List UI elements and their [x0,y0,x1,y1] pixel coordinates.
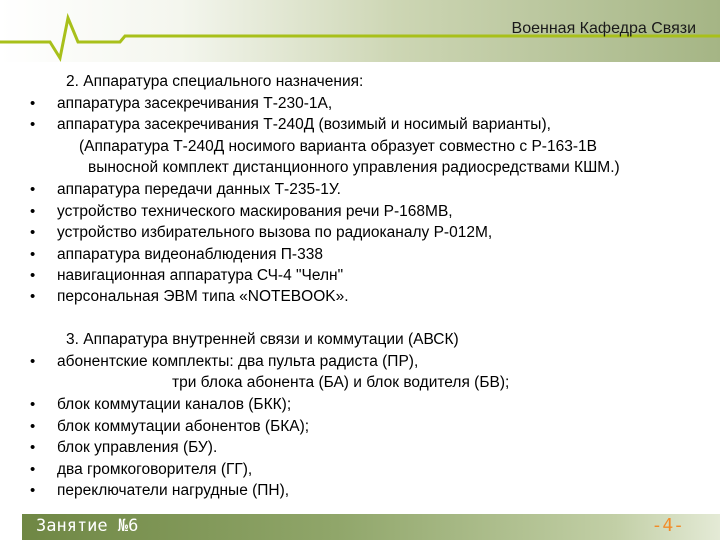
bullet-icon: • [30,353,36,370]
list-item: аппаратура видеонаблюдения П-338 [57,246,323,263]
list-item: аппаратура засекречивания Т-240Д (возимый и носимый варианты), [57,116,551,133]
list-item: блок управления (БУ). [57,439,218,456]
bullet-icon: • [30,224,36,241]
bullet-icon: • [30,95,36,112]
bullet-icon: • [30,396,36,413]
bullet-icon: • [30,116,36,133]
list-item: блок коммутации каналов (БКК); [57,396,292,413]
section2-heading: 2. Аппаратура специального назначения: [66,73,364,90]
list-item: устройство избирательного вызова по радиоканалу Р-012М, [57,224,493,241]
bullet-icon: • [30,267,36,284]
footer-bar [22,514,720,540]
list-item-continuation: выносной комплект дистанционного управления радиосредствами КШМ.) [88,159,620,176]
bullet-icon: • [30,203,36,220]
bullet-icon: • [30,288,36,305]
page-number: -4- [651,515,684,536]
list-item: блок коммутации абонентов (БКА); [57,418,310,435]
section3-heading: 3. Аппаратура внутренней связи и коммутации (АВСК) [66,331,459,348]
list-item: персональная ЭВМ типа «NOTEBOOK». [57,288,349,305]
list-item: навигационная аппаратура СЧ-4 "Челн" [57,267,344,284]
list-item: аппаратура передачи данных Т-235-1У. [57,181,341,198]
list-item-continuation: три блока абонента (БА) и блок водителя (БВ); [172,374,510,391]
header-title: Военная Кафедра Связи [511,20,696,37]
list-item-continuation: (Аппаратура Т-240Д носимого варианта образует совместно с Р-163-1В [79,138,597,155]
bullet-icon: • [30,439,36,456]
list-item: абонентские комплекты: два пульта радиста (ПР), [57,353,419,370]
bullet-icon: • [30,461,36,478]
bullet-icon: • [30,246,36,263]
lesson-label: Занятие №6 [36,516,139,536]
list-item: переключатели нагрудные (ПН), [57,482,290,499]
bullet-icon: • [30,482,36,499]
list-item: устройство технического маскирования речи Р-168МВ, [57,203,453,220]
list-item: два громкоговорителя (ГГ), [57,461,253,478]
list-item: аппаратура засекречивания Т-230-1А, [57,95,333,112]
bullet-icon: • [30,418,36,435]
bullet-icon: • [30,181,36,198]
